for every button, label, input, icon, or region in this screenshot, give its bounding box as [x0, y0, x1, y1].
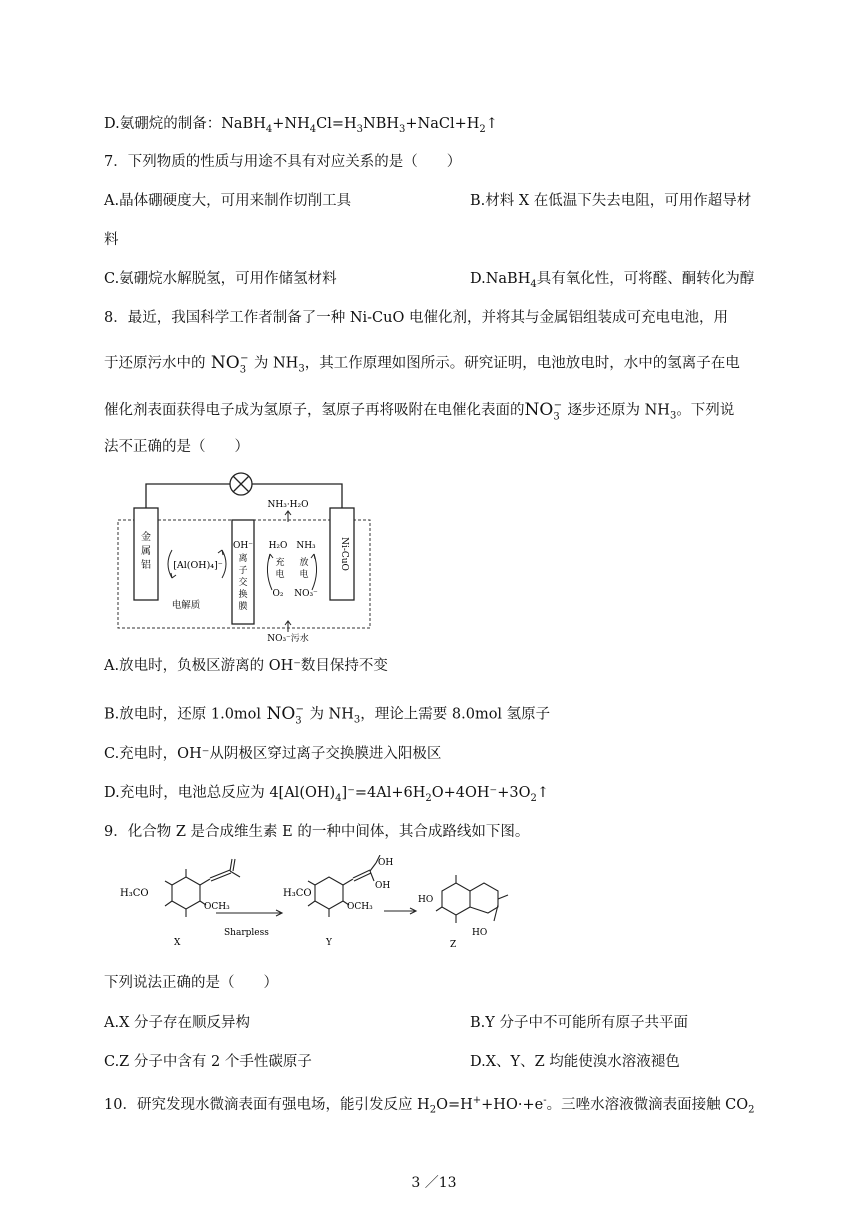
o2-label: O₂ [272, 589, 284, 599]
q8-stem-line1: 8．最近，我国科学工作者制备了一种 Ni-CuO 电催化剂，并将其与金属铝组装成可充电电池，用 [104, 310, 728, 326]
ammonia-output-label: NH₃·H₂O [267, 500, 309, 510]
q8-option-c: C.充电时，OH⁻从阴极区穿过离子交换膜进入阳极区 [104, 746, 442, 762]
z-ho-chain-label: HO [472, 928, 488, 938]
q7-option-d: D.NaBH$_4$具有氧化性，可将醛、酮转化为醇 [470, 271, 755, 290]
q6-option-d: D.氨硼烷的制备：$NaBH_4+NH_4Cl=H_3NBH_3+NaCl+H_2↑$ [104, 116, 498, 135]
x-methoxy-label: H₃CO [120, 888, 149, 899]
y-och3-label: OCH₃ [347, 902, 373, 912]
q7-option-b-continued: 料 [104, 232, 119, 248]
label-z: Z [450, 940, 457, 950]
battery-diagram [110, 468, 380, 646]
svg-text:铝: 铝 [141, 560, 151, 571]
page-number: 3 ／13 [411, 1175, 457, 1191]
svg-text:电: 电 [299, 570, 309, 580]
svg-text:放: 放 [299, 558, 309, 568]
electrolyte-label: 电解质 [171, 600, 201, 611]
svg-text:属: 属 [141, 546, 151, 557]
q9-option-a: A.X 分子存在顺反异构 [104, 1015, 251, 1031]
z-ho-label: HO [418, 895, 434, 905]
svg-text:电: 电 [275, 570, 285, 580]
q7-option-b: B.材料 X 在低温下失去电阻，可用作超导材 [470, 193, 752, 209]
svg-text:OH⁻: OH⁻ [233, 541, 253, 551]
y-oh-bottom: OH [375, 881, 391, 891]
q9-option-b: B.Y 分子中不可能所有原子共平面 [470, 1015, 688, 1031]
svg-text:离: 离 [238, 554, 248, 564]
svg-text:充: 充 [275, 558, 285, 568]
label-y: Y [326, 938, 332, 948]
q7-option-a: A.晶体硼硬度大，可用来制作切削工具 [104, 193, 352, 209]
reagent-label: Sharpless [224, 928, 269, 938]
x-och3-label: OCH₃ [204, 902, 230, 912]
q8-stem-line4: 法不正确的是（ ） [104, 439, 249, 455]
q10-stem: 10．研究发现水微滴表面有强电场，能引发反应 $H_2O=H^++HO\cdot+e^-$。三唑水溶液微滴表面接触 $CO_2$ [104, 1095, 755, 1116]
q8-option-b: B.放电时，还原 1.0mol $NO_3^-$ 为 $NH_3$，理论上需要 8.0mol 氢原子 [104, 703, 551, 727]
q7-option-c: C.氨硼烷水解脱氢，可用作储氢材料 [104, 271, 337, 287]
aluminate-label: [Al(OH)₄]⁻ [173, 560, 223, 571]
q7-stem: 7．下列物质的性质与用途不具有对应关系的是（ ） [104, 154, 462, 170]
q9-question: 下列说法正确的是（ ） [104, 975, 278, 991]
compound-x-ring [172, 877, 200, 909]
no3-label: NO₃⁻ [294, 589, 318, 599]
wastewater-input-label: NO₃⁻污水 [267, 634, 309, 644]
compound-z-ring [442, 883, 470, 915]
left-electrode-label [141, 530, 151, 571]
nh3-label: NH₃ [296, 541, 316, 551]
y-oh-top: OH [378, 858, 394, 868]
h2o-label: H₂O [268, 541, 288, 551]
synthesis-route-diagram [110, 855, 630, 955]
q8-stem-line3: 催化剂表面获得电子成为氢原子，氢原子再将吸附在电催化表面的$NO_3^-$ 逐步还原为 $NH_3$。下列说 [104, 399, 735, 423]
q9-option-c: C.Z 分子中含有 2 个手性碳原子 [104, 1054, 312, 1070]
svg-text:金: 金 [141, 532, 151, 543]
svg-text:子: 子 [238, 566, 248, 576]
q9-option-d: D.X、Y、Z 均能使溴水溶液褪色 [470, 1054, 680, 1070]
compound-y-ring [315, 877, 343, 909]
q8-option-a: A.放电时，负极区游离的 OH⁻数目保持不变 [104, 658, 388, 674]
svg-text:换: 换 [238, 590, 248, 600]
svg-text:交: 交 [238, 578, 248, 588]
label-x: X [174, 938, 181, 948]
y-methoxy-label: H₃CO [283, 888, 312, 899]
svg-text:膜: 膜 [238, 602, 248, 612]
q8-option-d: D.充电时，电池总反应为 $4[Al(OH)_4]^-=4Al+6H_2O+4OH^-+3O_2↑$ [104, 785, 549, 804]
q8-stem-line2: 于还原污水中的 $NO_3^-$ 为 $NH_3$，其工作原理如图所示。研究证明，电池放电时，水中的氢离子在电 [104, 352, 740, 376]
q9-stem: 9．化合物 Z 是合成维生素 E 的一种中间体，其合成路线如下图。 [104, 824, 530, 840]
right-electrode-label: Ni-CuO [339, 537, 349, 571]
